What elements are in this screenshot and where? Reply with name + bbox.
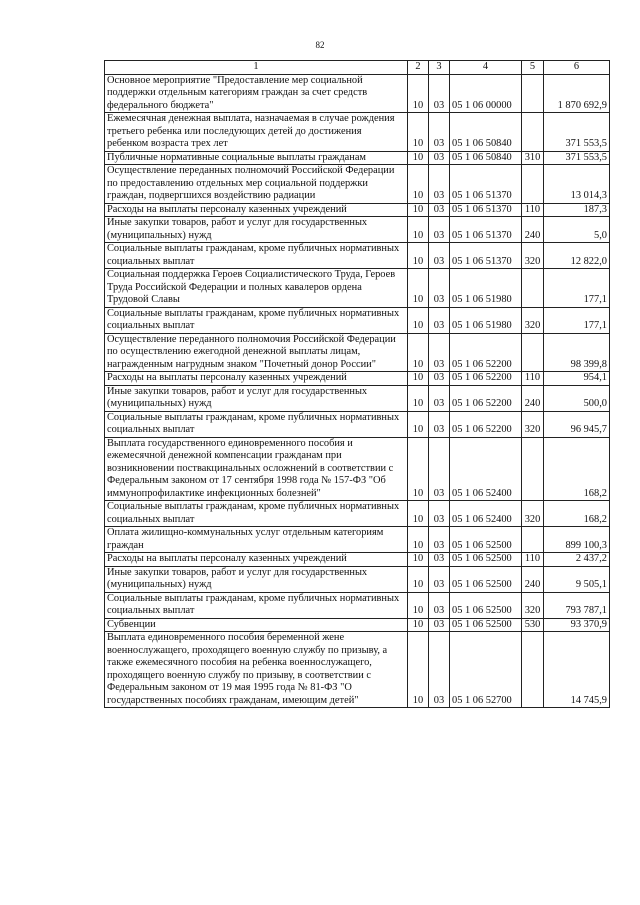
amount-cell: 187,3 [544, 203, 610, 217]
subsection-code-cell: 03 [429, 553, 450, 567]
target-article-cell: 05 1 06 52200 [450, 385, 522, 411]
expense-type-cell [522, 527, 544, 553]
row-name-cell: Ежемесячная денежная выплата, назначаемая в случае рождения третьего ребенка или последующих детей до достижения ребенком возраста трех лет [105, 113, 408, 152]
column-header: 6 [544, 61, 610, 75]
subsection-code-cell: 03 [429, 333, 450, 372]
row-name-cell: Иные закупки товаров, работ и услуг для государственных (муниципальных) нужд [105, 217, 408, 243]
section-code-cell: 10 [408, 566, 429, 592]
row-name-cell: Расходы на выплаты персоналу казенных учреждений [105, 203, 408, 217]
expense-type-cell [522, 74, 544, 113]
column-header: 1 [105, 61, 408, 75]
subsection-code-cell: 03 [429, 592, 450, 618]
row-name-cell: Иные закупки товаров, работ и услуг для государственных (муниципальных) нужд [105, 385, 408, 411]
amount-cell: 13 014,3 [544, 165, 610, 204]
target-article-cell: 05 1 06 51370 [450, 217, 522, 243]
section-code-cell: 10 [408, 269, 429, 308]
column-header: 5 [522, 61, 544, 75]
section-code-cell: 10 [408, 307, 429, 333]
target-article-cell: 05 1 06 52500 [450, 618, 522, 632]
expense-type-cell [522, 333, 544, 372]
table-row [105, 74, 610, 113]
subsection-code-cell: 03 [429, 165, 450, 204]
row-name-cell: Выплата государственного единовременного пособия и ежемесячной денежной компенсации гражданам при возникновении поствакцинальных осложнений в соответствии с Федеральным законом от 17 сентября 1998 года № 157-ФЗ "Об иммунопрофилактике инфекционных болезней" [105, 437, 408, 501]
subsection-code-cell: 03 [429, 632, 450, 708]
table-row [105, 372, 610, 386]
table-row [105, 527, 610, 553]
row-name-cell: Осуществление переданных полномочий Российской Федерации по предоставлению отдельных мер социальной поддержки граждан, подвергшихся воздействию радиации [105, 165, 408, 204]
target-article-cell: 05 1 06 52500 [450, 527, 522, 553]
amount-cell: 793 787,1 [544, 592, 610, 618]
subsection-code-cell: 03 [429, 151, 450, 165]
row-name-cell: Публичные нормативные социальные выплаты гражданам [105, 151, 408, 165]
amount-cell: 93 370,9 [544, 618, 610, 632]
subsection-code-cell: 03 [429, 501, 450, 527]
row-name-cell: Социальные выплаты гражданам, кроме публичных нормативных социальных выплат [105, 501, 408, 527]
row-name-cell: Субвенции [105, 618, 408, 632]
target-article-cell: 05 1 06 52400 [450, 437, 522, 501]
target-article-cell: 05 1 06 50840 [450, 113, 522, 152]
subsection-code-cell: 03 [429, 618, 450, 632]
column-header: 2 [408, 61, 429, 75]
expense-type-cell: 240 [522, 566, 544, 592]
table-row [105, 553, 610, 567]
section-code-cell: 10 [408, 618, 429, 632]
section-code-cell: 10 [408, 553, 429, 567]
amount-cell: 177,1 [544, 269, 610, 308]
table-row [105, 566, 610, 592]
row-name-cell: Выплата единовременного пособия беременной жене военнослужащего, проходящего военную службу по призыву, а также ежемесячного пособия на ребенка военнослужащего, проходящего военную службу по призыву, в соответствии с Федеральным законом от 19 мая 1995 года № 81-ФЗ "О государственных пособиях гражданам, имеющим детей" [105, 632, 408, 708]
column-header: 3 [429, 61, 450, 75]
amount-cell: 500,0 [544, 385, 610, 411]
table-row [105, 203, 610, 217]
section-code-cell: 10 [408, 203, 429, 217]
subsection-code-cell: 03 [429, 372, 450, 386]
table-row [105, 269, 610, 308]
row-name-cell: Социальные выплаты гражданам, кроме публичных нормативных социальных выплат [105, 592, 408, 618]
subsection-code-cell: 03 [429, 269, 450, 308]
budget-table [104, 60, 610, 708]
table-row [105, 437, 610, 501]
subsection-code-cell: 03 [429, 411, 450, 437]
header-row [105, 61, 610, 75]
subsection-code-cell: 03 [429, 74, 450, 113]
target-article-cell: 05 1 06 52200 [450, 372, 522, 386]
section-code-cell: 10 [408, 165, 429, 204]
table-row [105, 501, 610, 527]
row-name-cell: Основное мероприятие "Предоставление мер социальной поддержки отдельным категориям граждан за счет средств федерального бюджета" [105, 74, 408, 113]
expense-type-cell: 320 [522, 501, 544, 527]
amount-cell: 899 100,3 [544, 527, 610, 553]
subsection-code-cell: 03 [429, 566, 450, 592]
table-row [105, 333, 610, 372]
target-article-cell: 05 1 06 51370 [450, 165, 522, 204]
amount-cell: 96 945,7 [544, 411, 610, 437]
section-code-cell: 10 [408, 113, 429, 152]
amount-cell: 9 505,1 [544, 566, 610, 592]
table-row [105, 113, 610, 152]
amount-cell: 2 437,2 [544, 553, 610, 567]
row-name-cell: Осуществление переданного полномочия Российской Федерации по осуществлению ежегодной денежной выплаты лицам, награжденным нагрудным знаком "Почетный донор России" [105, 333, 408, 372]
row-name-cell: Расходы на выплаты персоналу казенных учреждений [105, 372, 408, 386]
expense-type-cell: 110 [522, 372, 544, 386]
row-name-cell: Социальные выплаты гражданам, кроме публичных нормативных социальных выплат [105, 243, 408, 269]
section-code-cell: 10 [408, 385, 429, 411]
expense-type-cell [522, 165, 544, 204]
section-code-cell: 10 [408, 74, 429, 113]
expense-type-cell: 110 [522, 203, 544, 217]
expense-type-cell: 530 [522, 618, 544, 632]
expense-type-cell: 240 [522, 385, 544, 411]
page-number: 82 [315, 40, 325, 50]
section-code-cell: 10 [408, 151, 429, 165]
target-article-cell: 05 1 06 52500 [450, 566, 522, 592]
table-row [105, 385, 610, 411]
section-code-cell: 10 [408, 632, 429, 708]
expense-type-cell [522, 113, 544, 152]
expense-type-cell [522, 437, 544, 501]
amount-cell: 168,2 [544, 437, 610, 501]
section-code-cell: 10 [408, 411, 429, 437]
table-row [105, 307, 610, 333]
subsection-code-cell: 03 [429, 385, 450, 411]
row-name-cell: Расходы на выплаты персоналу казенных учреждений [105, 553, 408, 567]
expense-type-cell: 320 [522, 592, 544, 618]
subsection-code-cell: 03 [429, 113, 450, 152]
target-article-cell: 05 1 06 50840 [450, 151, 522, 165]
section-code-cell: 10 [408, 527, 429, 553]
target-article-cell: 05 1 06 51370 [450, 203, 522, 217]
expense-type-cell [522, 632, 544, 708]
section-code-cell: 10 [408, 372, 429, 386]
amount-cell: 14 745,9 [544, 632, 610, 708]
row-name-cell: Социальные выплаты гражданам, кроме публичных нормативных социальных выплат [105, 411, 408, 437]
expense-type-cell: 240 [522, 217, 544, 243]
target-article-cell: 05 1 06 52500 [450, 553, 522, 567]
row-name-cell: Социальная поддержка Героев Социалистического Труда, Героев Труда Российской Федерации и полных кавалеров ордена Трудовой Славы [105, 269, 408, 308]
target-article-cell: 05 1 06 52200 [450, 333, 522, 372]
target-article-cell: 05 1 06 00000 [450, 74, 522, 113]
subsection-code-cell: 03 [429, 527, 450, 553]
subsection-code-cell: 03 [429, 217, 450, 243]
amount-cell: 371 553,5 [544, 113, 610, 152]
target-article-cell: 05 1 06 52500 [450, 592, 522, 618]
table-row [105, 632, 610, 708]
amount-cell: 1 870 692,9 [544, 74, 610, 113]
section-code-cell: 10 [408, 333, 429, 372]
amount-cell: 98 399,8 [544, 333, 610, 372]
expense-type-cell [522, 269, 544, 308]
section-code-cell: 10 [408, 592, 429, 618]
amount-cell: 168,2 [544, 501, 610, 527]
subsection-code-cell: 03 [429, 437, 450, 501]
amount-cell: 5,0 [544, 217, 610, 243]
section-code-cell: 10 [408, 243, 429, 269]
table-row [105, 411, 610, 437]
expense-type-cell: 320 [522, 243, 544, 269]
amount-cell: 12 822,0 [544, 243, 610, 269]
expense-type-cell: 310 [522, 151, 544, 165]
target-article-cell: 05 1 06 51370 [450, 243, 522, 269]
table-row [105, 165, 610, 204]
subsection-code-cell: 03 [429, 203, 450, 217]
amount-cell: 954,1 [544, 372, 610, 386]
table-row [105, 243, 610, 269]
expense-type-cell: 320 [522, 307, 544, 333]
section-code-cell: 10 [408, 501, 429, 527]
amount-cell: 371 553,5 [544, 151, 610, 165]
column-header: 4 [450, 61, 522, 75]
row-name-cell: Иные закупки товаров, работ и услуг для государственных (муниципальных) нужд [105, 566, 408, 592]
subsection-code-cell: 03 [429, 243, 450, 269]
amount-cell: 177,1 [544, 307, 610, 333]
section-code-cell: 10 [408, 217, 429, 243]
section-code-cell: 10 [408, 437, 429, 501]
row-name-cell: Социальные выплаты гражданам, кроме публичных нормативных социальных выплат [105, 307, 408, 333]
table-row [105, 592, 610, 618]
target-article-cell: 05 1 06 52200 [450, 411, 522, 437]
target-article-cell: 05 1 06 51980 [450, 269, 522, 308]
expense-type-cell: 110 [522, 553, 544, 567]
table-row [105, 151, 610, 165]
expense-type-cell: 320 [522, 411, 544, 437]
table-row [105, 217, 610, 243]
row-name-cell: Оплата жилищно-коммунальных услуг отдельным категориям граждан [105, 527, 408, 553]
table-row [105, 618, 610, 632]
target-article-cell: 05 1 06 51980 [450, 307, 522, 333]
subsection-code-cell: 03 [429, 307, 450, 333]
target-article-cell: 05 1 06 52400 [450, 501, 522, 527]
target-article-cell: 05 1 06 52700 [450, 632, 522, 708]
